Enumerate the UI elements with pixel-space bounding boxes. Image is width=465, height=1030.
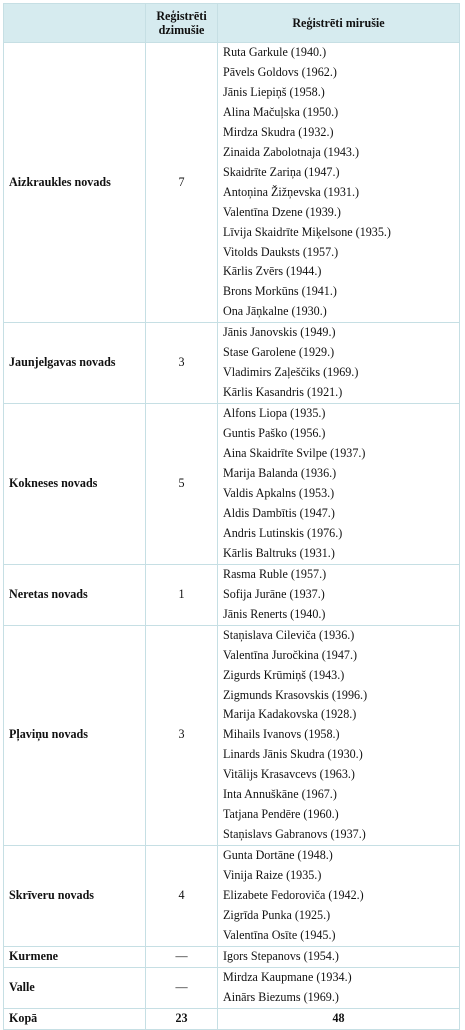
region-name: Neretas novads [4, 564, 146, 625]
deaths-list [218, 967, 460, 1008]
list-item: Līvija Skaidrīte Miķelsone (1935.) [223, 224, 391, 239]
list-item: Skaidrīte Zariņa (1947.) [223, 164, 340, 179]
list-item: Valentīna Osīte (1945.) [223, 927, 336, 942]
total-row [4, 1008, 460, 1029]
registry-table [3, 3, 460, 1030]
list-item: Inta Annuškāne (1967.) [223, 787, 337, 802]
list-item: Vitolds Dauksts (1957.) [223, 244, 339, 259]
list-item: Zigmunds Krasovskis (1996.) [223, 687, 368, 702]
list-item: Ruta Garkule (1940.) [223, 45, 327, 59]
table-row [4, 564, 460, 625]
table-row [4, 846, 460, 947]
table-row [4, 946, 460, 967]
list-item: Jānis Renerts (1940.) [223, 606, 326, 621]
table-row [4, 404, 460, 565]
table-row [4, 625, 460, 845]
births-count: 3 [146, 323, 218, 404]
header-deaths: Reģistrēti mirušie [218, 4, 460, 43]
births-count: 5 [146, 404, 218, 565]
list-item: Kārlis Baltruks (1931.) [223, 545, 335, 560]
header-births: Reģistrēti dzimušie [146, 4, 218, 43]
header-row [4, 4, 460, 43]
list-item: Linards Jānis Skudra (1930.) [223, 747, 363, 762]
list-item: Mirdza Skudra (1932.) [223, 124, 334, 139]
deaths-list [218, 43, 460, 323]
list-item: Vladimirs Zaļeščiks (1969.) [223, 365, 359, 380]
births-count: 4 [146, 846, 218, 947]
list-item: Sofija Jurāne (1937.) [223, 586, 325, 601]
region-name: Aizkraukles novads [4, 43, 146, 323]
deaths-list [218, 946, 460, 967]
list-item: Gunta Dortāne (1948.) [223, 848, 333, 863]
table-row [4, 967, 460, 1008]
list-item: Zigrīda Punka (1925.) [223, 907, 331, 922]
list-item: Aina Skaidrīte Svilpe (1937.) [223, 446, 366, 461]
list-item: Aldis Dambītis (1947.) [223, 505, 335, 520]
list-item: Andris Lutinskis (1976.) [223, 525, 343, 540]
list-item: Valentīna Juročkina (1947.) [223, 647, 357, 662]
region-name: Kurmene [4, 946, 146, 967]
list-item: Ainārs Biezums (1969.) [223, 989, 339, 1004]
region-name: Pļaviņu novads [4, 625, 146, 845]
list-item: Jānis Janovskis (1949.) [223, 325, 336, 340]
list-item: Zigurds Krūmiņš (1943.) [223, 667, 345, 682]
list-item: Vitālijs Krasavcevs (1963.) [223, 767, 355, 782]
deaths-list [218, 323, 460, 404]
list-item: Guntis Paško (1956.) [223, 426, 326, 441]
list-item: Rasma Ruble (1957.) [223, 566, 327, 581]
births-count: — [146, 967, 218, 1008]
births-count: 1 [146, 564, 218, 625]
list-item: Marija Kadakovska (1928.) [223, 707, 357, 722]
table-row [4, 323, 460, 404]
list-item: Antoņina Žižņevska (1931.) [223, 184, 360, 199]
list-item: Alfons Liopa (1935.) [223, 406, 326, 421]
births-count: 7 [146, 43, 218, 323]
list-item: Mihails Ivanovs (1958.) [223, 727, 340, 742]
births-count: — [146, 946, 218, 967]
region-name: Valle [4, 967, 146, 1008]
list-item: Staņislavs Gabranovs (1937.) [223, 827, 366, 842]
list-item: Elizabete Fedoroviča (1942.) [223, 888, 364, 903]
list-item: Brons Morkūns (1941.) [223, 284, 337, 299]
list-item: Tatjana Pendēre (1960.) [223, 807, 339, 822]
list-item: Igors Stepanovs (1954.) [223, 948, 339, 963]
list-item: Alina Mačuļska (1950.) [223, 104, 339, 119]
registry-body [4, 43, 460, 1009]
total-deaths: 48 [218, 1008, 460, 1029]
list-item: Stase Garolene (1929.) [223, 345, 335, 360]
region-name: Skrīveru novads [4, 846, 146, 947]
region-name: Jaunjelgavas novads [4, 323, 146, 404]
deaths-list [218, 564, 460, 625]
list-item: Valentīna Dzene (1939.) [223, 204, 341, 219]
region-name: Kokneses novads [4, 404, 146, 565]
list-item: Ona Jāņkalne (1930.) [223, 304, 327, 319]
deaths-list [218, 846, 460, 947]
list-item: Pāvels Goldovs (1962.) [223, 64, 337, 79]
list-item: Kārlis Kasandris (1921.) [223, 385, 343, 400]
list-item: Valdis Apkalns (1953.) [223, 485, 335, 500]
total-label: Kopā [4, 1008, 146, 1029]
total-births: 23 [146, 1008, 218, 1029]
list-item: Kārlis Zvērs (1944.) [223, 264, 322, 279]
births-count: 3 [146, 625, 218, 845]
list-item: Mirdza Kaupmane (1934.) [223, 969, 352, 984]
list-item: Staņislava Cileviča (1936.) [223, 627, 355, 642]
deaths-list [218, 404, 460, 565]
list-item: Jānis Liepiņš (1958.) [223, 84, 325, 99]
list-item: Marija Balanda (1936.) [223, 466, 337, 481]
list-item: Zinaida Zabolotnaja (1943.) [223, 144, 360, 159]
deaths-list [218, 625, 460, 845]
table-row [4, 43, 460, 323]
header-region [4, 4, 146, 43]
list-item: Vinija Raize (1935.) [223, 868, 322, 883]
